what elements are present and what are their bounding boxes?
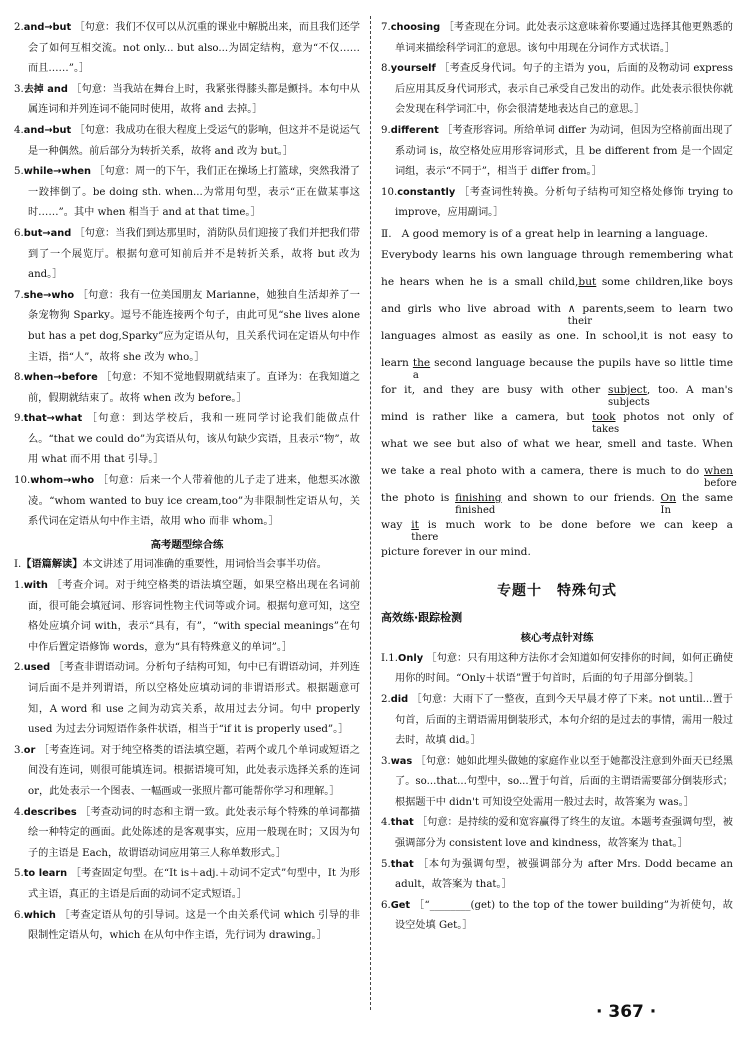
item-number: 5. [14, 166, 24, 178]
item-answer: when→before [23, 372, 98, 384]
answer-item [14, 80, 360, 121]
item-number: 9. [14, 413, 24, 425]
item-explanation: ［句意：只有用这种方法你才会知道如何安排你的时间，如何正确使用你的时间。“Only＋状语”置于句首时，后面的句子用部分倒装。］ [395, 652, 734, 685]
column-divider [370, 16, 371, 1010]
part-number: Ⅱ. [381, 227, 392, 240]
insertion-mark [567, 299, 592, 327]
item-answer: while→when [23, 166, 91, 178]
passage-line [381, 515, 733, 542]
passage-text: the photo is [381, 491, 456, 504]
item-answer: yourself [390, 63, 436, 75]
answer-item [14, 658, 360, 740]
answer-item [14, 121, 360, 162]
passage-text: languages almost as easily as one. In school,it is not easy to [381, 329, 733, 342]
answer-item [381, 59, 733, 121]
item-number: 9. [381, 124, 391, 136]
answer-item [14, 18, 360, 80]
item-explanation: ［句意：当我站在舞台上时，我紧张得膝头都是颤抖。本句中从属连词和并列连词不能同时使用，故将 and 去掉。］ [28, 83, 360, 116]
item-explanation: ［句意：她如此埋头做她的家庭作业以至于她都没注意到外面天已经黑了。so...that...句型中，so...置于句首，后面的主谓语需要部分倒装形式；根据题干中 didn't 可知设空处需用一般过去时，故答案为 was。］ [395, 755, 733, 808]
passage-line [381, 353, 733, 380]
passage-text: for it, and they are busy with other [381, 383, 609, 396]
item-number: 2. [14, 662, 24, 674]
left-items-list [14, 18, 360, 533]
passage-line [381, 407, 733, 434]
item-number: 1. [14, 580, 24, 592]
passage-text: A good memory is of a great help in learning a language. [401, 227, 709, 240]
answer-item [381, 18, 733, 59]
corrected-word: a [412, 369, 419, 381]
item-answer: that [390, 817, 414, 829]
sub-title-2: 核心考点针对练 [520, 632, 594, 645]
corrected-word: In [660, 504, 671, 516]
item-explanation: ［句意：不知不觉地假期就结束了。直译为：在我知道之前，假期就结束了。故将 when 改为 before。］ [28, 372, 360, 404]
item-number: 7. [381, 22, 391, 33]
passage-text: learn [381, 356, 413, 369]
original-word: when [704, 464, 733, 477]
passage-text: he hears when he is a small child, [381, 275, 579, 288]
answer-item [14, 864, 360, 905]
passage-text: , too. A man's [646, 383, 733, 396]
item-number: 3. [14, 744, 24, 756]
answer-item [381, 649, 733, 690]
passage-text: picture forever in our mind. [381, 545, 531, 558]
answer-item [381, 183, 733, 224]
item-number: 2. [14, 22, 24, 33]
original-word: it [411, 518, 419, 531]
item-explanation: ［考查固定句型。在“It is＋adj.＋动词不定式”句型中，It 为形式主语，真正的主语是后面的动词不定式短语。］ [28, 868, 360, 900]
original-word: On [660, 491, 677, 504]
item-answer: and→but [23, 22, 72, 33]
correction-mark [592, 407, 620, 435]
passage-line [381, 434, 733, 461]
inserted-word: their [567, 315, 592, 327]
item-explanation: ［句意：我有一位美国朋友 Marianne，她独自生活却养了一条宠物狗 Sparky。逗号不能连接两个句子，由此可见“she lives alone but has a pet dog,Sparky”应为定语从句，且关系代词在定语从句中作主语，指“人”，故将 she 改为 who。］ [28, 289, 360, 363]
item-answer: that [390, 858, 414, 870]
original-word: subject [608, 383, 647, 396]
correction-mark [411, 515, 439, 543]
item-answer: which [23, 909, 56, 921]
answer-item [14, 576, 360, 658]
item-number: 4. [381, 817, 391, 829]
item-explanation: ［句意：后来一个人带着他的儿子走了进来，他想买冰激凌。“whom wanted to buy ice cream,too”为非限制性定语从句，关系代词在定语从句中作主语，故用 who 而非 whom。］ [28, 475, 360, 528]
answer-item [14, 162, 360, 224]
answer-item [381, 896, 733, 937]
item-answer: used [23, 662, 51, 674]
original-word: but [578, 275, 597, 288]
item-explanation: ［“________(get) to the top of the tower building”为祈使句，故设空处填 Get。］ [395, 899, 733, 932]
correction-mark [412, 353, 431, 381]
item-number: Ⅰ.1. [381, 652, 399, 664]
passage-line [381, 461, 737, 489]
item-explanation: ［考查词性转换。分析句子结构可知空格处修饰 trying to improve，应用副词。］ [395, 186, 733, 219]
item-explanation: ［考查现在分词。此处表示这意味着你要通过选择其他更熟悉的单词来描绘科学词汇的意思。该句中用现在分词作方式状语。］ [395, 22, 733, 54]
item-answer: whom→who [30, 475, 95, 487]
passage-line [381, 380, 733, 407]
left-column [14, 18, 360, 947]
item-number: 4. [14, 806, 24, 818]
correction-mark [578, 272, 596, 293]
answer-item [381, 690, 733, 752]
item-number: 5. [14, 868, 24, 880]
answer-item [14, 471, 360, 533]
item-answer: but→and [23, 227, 72, 239]
passage-text: second language because the pupils have so little time [430, 356, 733, 369]
correction-passage [381, 224, 737, 569]
item-number: 5. [381, 858, 391, 870]
item-explanation: ［句意：我们不仅可以从沉重的课业中解脱出来，而且我们还学会了如何互相交流。not only... but also...为固定结构，意为“不仅……而且……”。］ [28, 22, 360, 75]
passage-text: parents,seem to learn two [575, 302, 733, 315]
item-answer: she→who [23, 289, 75, 301]
answer-item [381, 752, 733, 814]
passage-text: and girls who live abroad with [381, 302, 568, 315]
item-answer: Get [390, 899, 411, 911]
passage-line [381, 245, 733, 272]
item-answer: describes [23, 806, 77, 818]
answer-item [14, 741, 360, 803]
item-answer: different [390, 124, 439, 136]
item-number: 10. [381, 186, 398, 198]
passage-text: and shown to our friends. [501, 491, 661, 504]
corrected-word: there [411, 531, 439, 543]
item-answer: choosing [390, 22, 441, 33]
item-number: 3. [14, 83, 24, 95]
item-explanation: ［句意：到达学校后，我和一班同学讨论我们能做点什么。“that we could do”为宾语从句，该从句缺少宾语，且表示“物”，故用 what 而不用 that 引导。］ [28, 413, 360, 466]
corrected-word: takes [592, 423, 620, 435]
corrected-word: subjects [608, 396, 650, 408]
passage-text: Everybody learns his own language through remembering what [381, 248, 733, 261]
answer-item [14, 286, 360, 368]
right-column [381, 18, 737, 937]
item-answer: 去掉 and [23, 83, 68, 95]
topic-title: 专题十 特殊句式 [497, 582, 617, 599]
intro-paragraph: Ⅰ.【语篇解读】本文讲述了用词准确的重要性，用词恰当会事半功倍。 [14, 559, 327, 571]
item-explanation: ［句意：周一的下午，我们正在操场上打篮球，突然我滑了一跤摔倒了。be doing sth. when...为常用句型，表示“正在做某事这时……”。其中 when 相当于 and at that time。］ [28, 166, 360, 219]
correction-mark [660, 488, 677, 516]
item-number: 4. [14, 124, 24, 136]
answer-item [14, 409, 360, 471]
section-title: 高考题型综合练 [150, 538, 224, 551]
answer-item [381, 121, 733, 183]
original-word: took [592, 410, 616, 423]
answer-item [14, 368, 360, 409]
passage-text: mind is rather like a camera, but [381, 410, 593, 423]
passage-line [381, 299, 733, 326]
caret-symbol: ∧ [567, 301, 576, 315]
answer-item [14, 803, 360, 865]
passage-text: some children,like boys [596, 275, 733, 288]
item-number: 8. [381, 63, 391, 75]
item-answer: that→what [23, 413, 83, 425]
item-number: 7. [14, 289, 24, 301]
original-word: finishing [455, 491, 502, 504]
corrected-word: finished [455, 504, 496, 516]
item-answer: or [23, 744, 36, 756]
item-number: 6. [14, 909, 24, 921]
item-explanation: ［考查非谓语动词。分析句子结构可知，句中已有谓语动词，并列连词后面不是并列谓语，所以空格处应填动词的非谓语形式。根据题意可知，A word 和 use 之间为动宾关系，故用过去分词。句中 properly used 为过去分词短语作条件状语，相当于“if it is properly used”。］ [28, 662, 360, 736]
correction-mark [455, 488, 502, 516]
passage-text: way [381, 518, 412, 531]
item-answer: and→but [23, 124, 72, 136]
answer-item [14, 224, 360, 286]
item-explanation: ［句意：是持续的爱和宽容赢得了终生的友谊。本题考查强调句型，被强调部分为 consistent love and kindness，故答案为 that。］ [395, 817, 733, 850]
item-explanation: ［考查动词的时态和主谓一致。此处表示每个特殊的单词都描绘一种特定的画面。此处陈述的是客观事实，应用一般现在时；又因为句子的主语是 Each，故谓语动词应用第三人称单数形式。］ [28, 806, 361, 859]
passage-text: photos not only of [615, 410, 733, 423]
item-explanation: ［句意：我成功在很大程度上受运气的影响，但这并不是说运气是一种偶然。前后部分为转折关系，故将 and 改为 but。］ [28, 124, 360, 157]
item-explanation: ［本句为强调句型，被强调部分为 after Mrs. Dodd became an adult，故答案为 that。］ [395, 858, 733, 891]
original-word: the [412, 356, 431, 369]
item-answer: to learn [23, 868, 68, 880]
right-answers-list [381, 649, 733, 937]
answer-item [381, 813, 733, 854]
item-number: 3. [381, 755, 391, 767]
item-answer: constantly [397, 186, 456, 198]
item-answer: did [390, 693, 409, 705]
right-items-list [381, 18, 733, 224]
passage-line [381, 542, 733, 569]
sub-title-1: 高效练·跟踪检测 [381, 610, 463, 624]
item-answer: was [390, 755, 413, 767]
item-number: 10. [14, 475, 31, 487]
page-number: · 367 · [596, 1002, 657, 1022]
item-answer: Only [398, 652, 424, 664]
item-explanation: ［考查连词。对于纯空格类的语法填空题，若两个或几个单词或短语之间没有连词，则很可能填连词。根据语境可知，此处表示选择关系的连词 or，此处表示一个图表、一幅画或一张照片都可能帮你学习和理解。］ [28, 744, 360, 797]
item-explanation: ［考查形容词。所给单词 differ 为动词，但因为空格前面出现了系动词 is，故空格处应用形容词形式，且 be different from 是一个固定词组，表示“不同于”，相当于 differ from。］ [395, 124, 733, 178]
passage-line [381, 272, 733, 299]
corrected-word: before [704, 477, 737, 489]
correction-mark [608, 380, 650, 408]
item-explanation: ［句意：当我们到达那里时，消防队员们迎接了我们并把我们带到了一个展览厅。根据句意可知前后并不是转折关系，故将 but 改为 and。］ [28, 227, 360, 281]
item-number: 6. [14, 227, 24, 239]
passage-line [381, 224, 733, 245]
passage-text: we take a real photo with a camera, there is much to do [381, 464, 705, 477]
item-explanation: ［句意：大雨下了一整夜，直到今天早晨才停了下来。not until...置于句首，后面的主谓语需用倒装形式，本句介绍的是过去的事情，需用一般过去时，故填 did。］ [395, 693, 733, 747]
correction-mark [704, 461, 737, 489]
item-explanation: ［考查定语从句的引导词。这是一个由关系代词 which 引导的非限制性定语从句，which 在从句中作主语，先行词为 drawing。］ [28, 909, 360, 942]
left-answers-list [14, 576, 360, 947]
item-answer: with [23, 580, 48, 592]
answer-item [381, 855, 733, 896]
answer-item [14, 906, 360, 947]
passage-line [381, 326, 733, 353]
item-explanation: ［考查反身代词。句子的主语为 you，后面的及物动词 express 后应用其反身代词形式，表示自己承受自己发出的动作。此处表示很快你就会发现在科学词汇中，你会很清楚地表达自己的意思。］ [395, 63, 733, 116]
passage-text: the same [676, 491, 733, 504]
item-number: 6. [381, 899, 391, 911]
passage-line [381, 488, 733, 515]
passage-text: is much work to be done before we can keep a [418, 518, 733, 531]
passage-text: what we see but also of what we hear, smell and taste. When [381, 437, 733, 450]
item-number: 8. [14, 372, 24, 384]
item-number: 2. [381, 693, 391, 705]
item-explanation: ［考查介词。对于纯空格类的语法填空题，如果空格出现在名词前面，很可能会填冠词、形容词性物主代词等或介词。根据句意可知，这空格处应填介词 with，表示“具有，有”，“with special meanings”在句中作后置定语修饰 words，意为“具有特殊意义的单词”。］ [28, 580, 361, 653]
